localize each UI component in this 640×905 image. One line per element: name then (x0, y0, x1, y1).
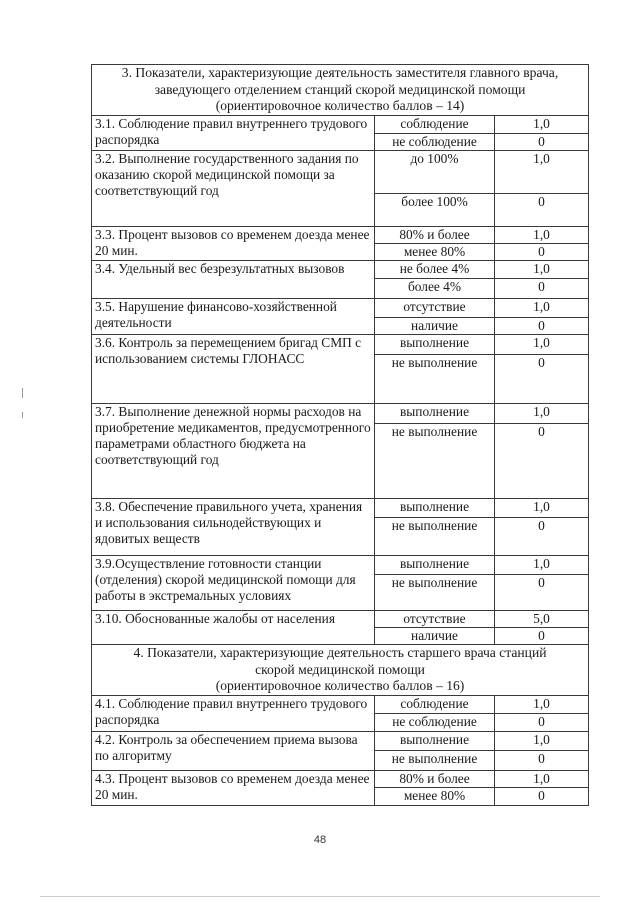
criterion-cell: соблюдение (375, 116, 495, 134)
points-cell: 0 (495, 355, 589, 404)
criterion-cell: выполнение (375, 732, 495, 751)
points-cell: 1,0 (495, 335, 589, 355)
criterion-cell: до 100% (375, 151, 495, 194)
points-cell: 0 (495, 628, 589, 645)
points-cell: 1,0 (495, 116, 589, 134)
criterion-cell: выполнение (375, 335, 495, 355)
points-cell: 0 (495, 714, 589, 732)
table-row (92, 732, 589, 751)
section-header (92, 65, 589, 116)
table-row (92, 261, 589, 279)
points-cell: 1,0 (495, 771, 589, 788)
scan-artifact (22, 388, 23, 398)
points-cell: 1,0 (495, 404, 589, 424)
points-cell: 1,0 (495, 499, 589, 518)
section-header (92, 645, 589, 696)
indicator-name: 3.2. Выполнение государственного задания по оказанию скорой медицинской помощи за соответствующий год (92, 151, 375, 227)
indicator-name: 4.3. Процент вызовов со временем доезда менее 20 мин. (92, 771, 375, 806)
points-cell: 1,0 (495, 696, 589, 714)
criterion-cell: не выполнение (375, 518, 495, 556)
points-cell: 5,0 (495, 611, 589, 628)
points-cell: 0 (495, 134, 589, 151)
table-row (92, 499, 589, 518)
criterion-cell: отсутствие (375, 611, 495, 628)
points-cell: 0 (495, 518, 589, 556)
criterion-cell: менее 80% (375, 788, 495, 806)
indicator-name: 3.6. Контроль за перемещением бригад СМП с использованием системы ГЛОНАСС (92, 335, 375, 404)
criterion-cell: 80% и более (375, 771, 495, 788)
section-header-row (92, 65, 589, 116)
section-header-line: 3. Показатели, характеризующие деятельность заместителя главного врача, (121, 65, 559, 80)
indicator-name: 3.9.Осуществление готовности станции (отделения) скорой медицинской помощи для работы в экстремальных условиях (92, 556, 375, 611)
table-row (92, 116, 589, 134)
points-cell: 1,0 (495, 299, 589, 318)
points-cell: 0 (495, 244, 589, 261)
criterion-cell: не выполнение (375, 575, 495, 611)
criterion-cell: не выполнение (375, 424, 495, 499)
points-cell: 1,0 (495, 732, 589, 751)
criterion-cell: отсутствие (375, 299, 495, 318)
criterion-cell: не соблюдение (375, 714, 495, 732)
criterion-cell: выполнение (375, 499, 495, 518)
points-cell: 0 (495, 424, 589, 499)
criterion-cell: не более 4% (375, 261, 495, 279)
scan-artifact (22, 412, 23, 418)
section-header-line: (ориентировочное количество баллов – 16) (215, 678, 465, 693)
criterion-cell: 80% и более (375, 227, 495, 244)
criterion-cell: выполнение (375, 404, 495, 424)
indicator-name: 3.10. Обоснованные жалобы от населения (92, 611, 375, 645)
indicator-name: 3.3. Процент вызовов со временем доезда менее 20 мин. (92, 227, 375, 261)
table-row (92, 299, 589, 318)
points-cell: 0 (495, 194, 589, 227)
table-row (92, 404, 589, 424)
criterion-cell: более 4% (375, 279, 495, 299)
section-header-line: скорой медицинской помощи (255, 661, 425, 677)
criterion-cell: не соблюдение (375, 134, 495, 151)
criterion-cell: более 100% (375, 194, 495, 227)
section-header-line: (ориентировочное количество баллов – 14) (215, 98, 465, 113)
points-cell: 1,0 (495, 227, 589, 244)
indicator-name: 3.4. Удельный вес безрезультатных вызовов (92, 261, 375, 299)
points-cell: 0 (495, 575, 589, 611)
table-row (92, 696, 589, 714)
criterion-cell: соблюдение (375, 696, 495, 714)
document-page (91, 64, 588, 806)
section-header-line: заведующего отделением станций скорой медицинской помощи (154, 81, 526, 97)
section-header-row (92, 645, 589, 696)
table-row (92, 151, 589, 194)
points-cell: 1,0 (495, 151, 589, 194)
criterion-cell: наличие (375, 628, 495, 645)
points-cell: 1,0 (495, 556, 589, 575)
criterion-cell: выполнение (375, 556, 495, 575)
indicator-name: 3.5. Нарушение финансово-хозяйственной деятельности (92, 299, 375, 335)
points-cell: 0 (495, 318, 589, 335)
table-row (92, 771, 589, 788)
points-cell: 1,0 (495, 261, 589, 279)
points-cell: 0 (495, 751, 589, 771)
indicator-name: 4.1. Соблюдение правил внутреннего трудового распорядка (92, 696, 375, 732)
criterion-cell: не выполнение (375, 355, 495, 404)
criterion-cell: менее 80% (375, 244, 495, 261)
criterion-cell: наличие (375, 318, 495, 335)
criterion-cell: не выполнение (375, 751, 495, 771)
points-cell: 0 (495, 788, 589, 806)
table-row (92, 335, 589, 355)
page-number: 48 (313, 834, 327, 846)
table-row (92, 227, 589, 244)
indicator-name: 3.8. Обеспечение правильного учета, хранения и использования сильнодействующих и ядовитых веществ (92, 499, 375, 556)
indicator-name: 4.2. Контроль за обеспечением приема вызова по алгоритму (92, 732, 375, 771)
indicator-name: 3.1. Соблюдение правил внутреннего трудового распорядка (92, 116, 375, 151)
indicators-table (91, 64, 589, 806)
section-header-line: 4. Показатели, характеризующие деятельность старшего врача станций (133, 645, 547, 660)
points-cell: 0 (495, 279, 589, 299)
table-row (92, 556, 589, 575)
indicator-name: 3.7. Выполнение денежной нормы расходов на приобретение медикаментов, предусмотренного параметрами областного бюджета на соответствующий год (92, 404, 375, 499)
scan-artifact (40, 896, 600, 897)
table-row (92, 611, 589, 628)
